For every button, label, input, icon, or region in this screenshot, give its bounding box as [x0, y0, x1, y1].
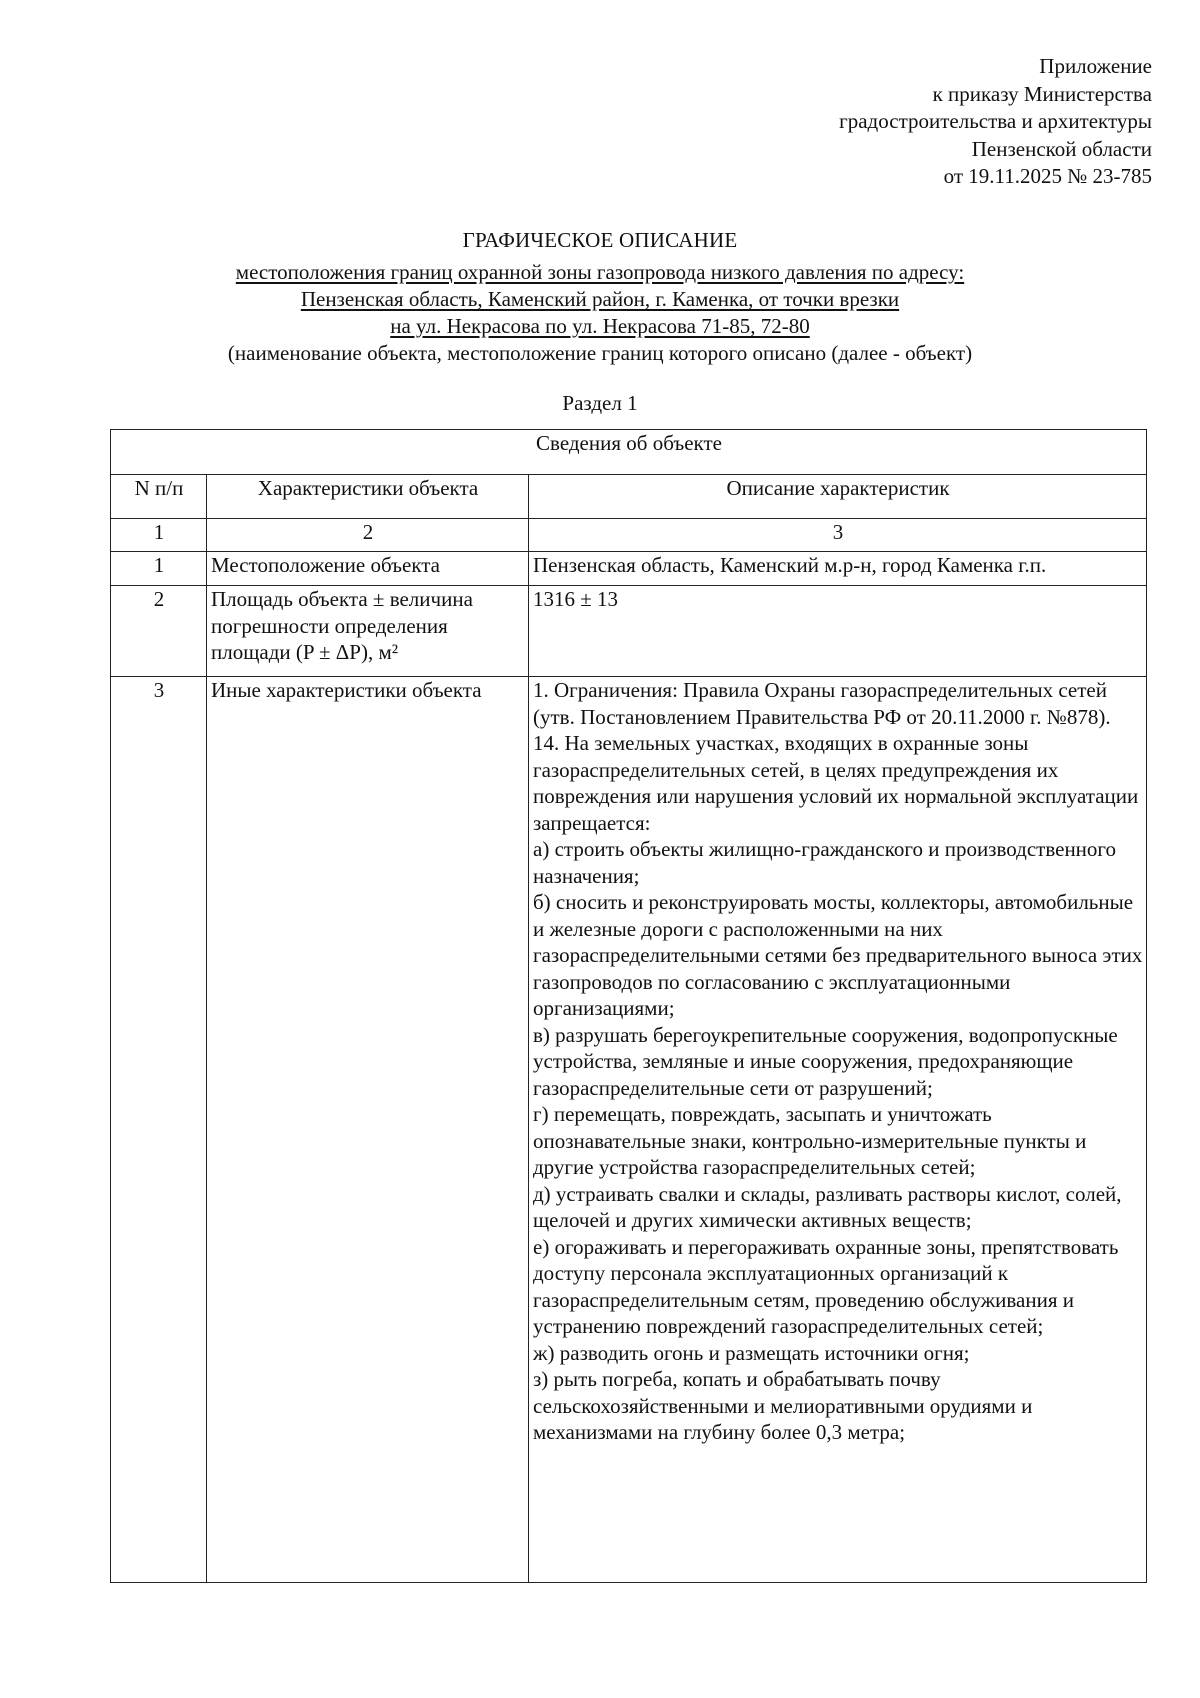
header-cell: N п/п [111, 475, 207, 519]
column-number: 2 [207, 519, 529, 552]
row-characteristic: Площадь объекта ± величина погрешности определения площади (P ± ΔP), м² [207, 586, 529, 677]
document-title: ГРАФИЧЕСКОЕ ОПИСАНИЕ [462, 228, 738, 252]
row-description [529, 677, 1147, 1583]
restriction-paragraph: ж) разводить огонь и размещать источники огня; [533, 1340, 970, 1365]
column-number-row [111, 519, 1147, 552]
column-number: 1 [111, 519, 207, 552]
appendix-line: к приказу Министерства [932, 81, 1152, 106]
restriction-paragraph: 1. Ограничения: Правила Охраны газораспределительных сетей (утв. Постановлением Правительства РФ от 20.11.2000 г. №878). [533, 678, 1111, 729]
header-cell: Характеристики объекта [207, 475, 529, 519]
row-characteristic: Иные характеристики объекта [207, 677, 529, 1583]
restriction-paragraph: а) строить объекты жилищно-гражданского и производственного назначения; [533, 837, 1117, 888]
appendix-block [552, 53, 1152, 191]
object-info-table [110, 429, 1147, 1583]
restriction-paragraph: з) рыть погреба, копать и обрабатывать почву сельскохозяйственными и мелиоративными орудиями и механизмами на глубину более 0,3 метра; [533, 1367, 1033, 1444]
subtitle-note: (наименование объекта, местоположение границ которого описано (далее - объект) [227, 341, 973, 365]
restriction-paragraph: е) огораживать и перегораживать охранные зоны, препятствовать доступу персонала эксплуатационных организаций к газораспределительным сетям, проведению обслуживания и устранению повреждений газораспределительных сетей; [533, 1234, 1119, 1338]
row-number: 3 [111, 677, 207, 1583]
appendix-line: Пензенской области [971, 136, 1152, 161]
subtitle-line: Пензенская область, Каменский район, г. Каменка, от точки врезки [300, 287, 900, 311]
table-row [111, 552, 1147, 586]
subtitle-line: местоположения границ охранной зоны газопровода низкого давления по адресу: [235, 260, 965, 284]
header-cell: Описание характеристик [529, 475, 1147, 519]
restriction-paragraph: 14. На земельных участках, входящих в охранные зоны газораспределительных сетей, в целях предупреждения их повреждения или нарушения условий их нормальной эксплуатации запрещается: [533, 731, 1139, 835]
appendix-line: от 19.11.2025 № 23-785 [943, 164, 1152, 188]
appendix-line: Приложение [1039, 54, 1152, 78]
table-row [111, 677, 1147, 1583]
table-caption-row [111, 430, 1147, 475]
column-number: 3 [529, 519, 1147, 552]
restriction-paragraph: д) устраивать свалки и склады, разливать растворы кислот, солей, щелочей и других химически активных веществ; [533, 1181, 1122, 1232]
document-subtitle [0, 259, 1200, 367]
section-heading: Раздел 1 [562, 391, 638, 415]
table-caption: Сведения об объекте [111, 430, 1147, 475]
restriction-paragraph: в) разрушать берегоукрепительные сооружения, водопропускные устройства, земляные и иные сооружения, предохраняющие газораспределительные сети от разрушений; [533, 1022, 1118, 1100]
subtitle-line: на ул. Некрасова по ул. Некрасова 71-85, 72-80 [390, 314, 810, 338]
table-row [111, 586, 1147, 677]
appendix-line: градостроительства и архитектуры [839, 109, 1152, 133]
restriction-paragraph: г) перемещать, повреждать, засыпать и уничтожать опознавательные знаки, контрольно-измерительные пункты и другие устройства газораспределительных сетей; [533, 1102, 1087, 1179]
row-description: 1316 ± 13 [529, 586, 1147, 677]
row-number: 2 [111, 586, 207, 677]
restriction-paragraph: б) сносить и реконструировать мосты, коллекторы, автомобильные и железные дороги с расположенными на них газораспределительными сетями без предварительного выноса этих газопроводов по согласованию с эксплуатационными организациями; [533, 890, 1143, 1020]
row-characteristic: Местоположение объекта [207, 552, 529, 586]
row-description: Пензенская область, Каменский м.р-н, город Каменка г.п. [529, 552, 1147, 586]
table-header-row [111, 475, 1147, 519]
row-number: 1 [111, 552, 207, 586]
